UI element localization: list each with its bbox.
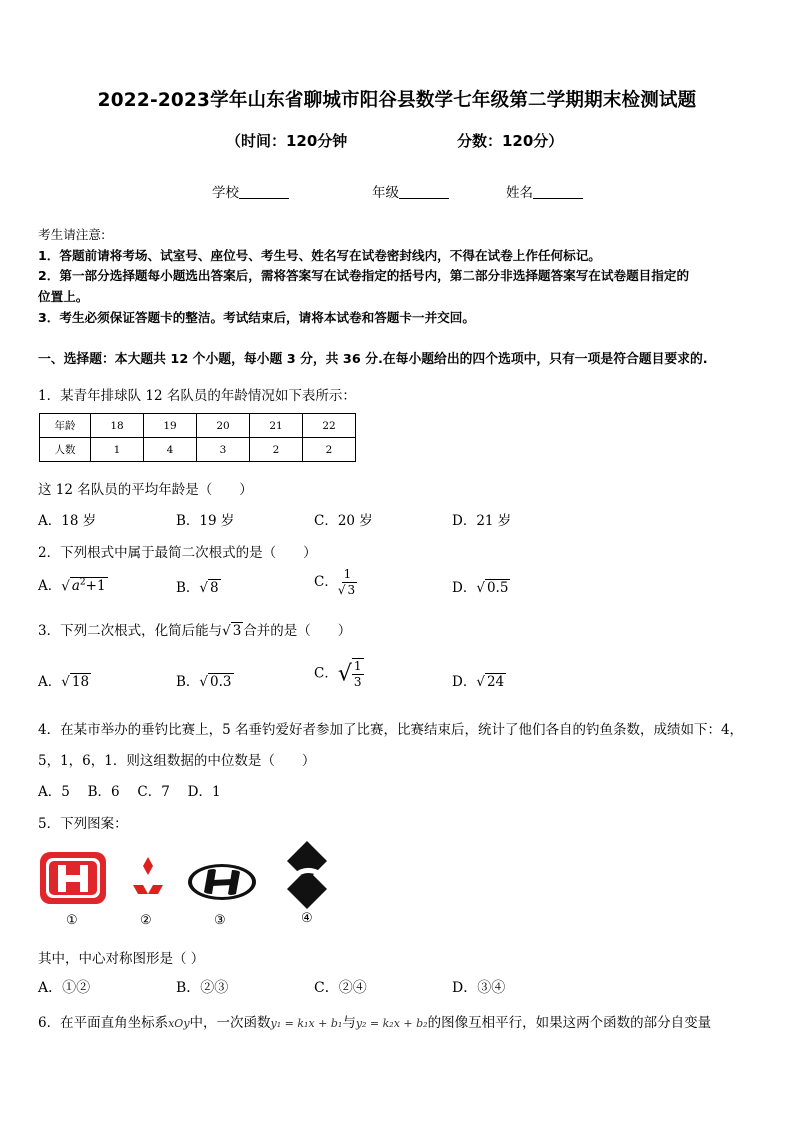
name-field — [506, 181, 583, 201]
q1-option-a: A．18 岁 — [38, 513, 97, 529]
age-cell: 18 — [91, 414, 144, 438]
logo-label-2: ② — [140, 913, 152, 928]
q4-line1: 4．在某市举办的垂钓比赛上，5 名垂钓爱好者参加了比赛，比赛结束后，统计了他们各自的钓鱼条数，成绩如下：4， — [38, 722, 744, 738]
q3-option-a: A．√ 18 — [38, 674, 90, 690]
q4-line2: 5，1，6，1．则这组数据的中位数是（ ） — [38, 753, 316, 769]
page-title: 2022-2023学年山东省聊城市阳谷县数学七年级第二学期期末检测试题 — [97, 90, 697, 111]
q1-question: 这 12 名队员的平均年龄是（ ） — [38, 482, 253, 498]
option-label: B． — [176, 674, 200, 690]
diamond-logo-icon — [282, 840, 332, 910]
name-label: 姓名 — [506, 185, 533, 201]
section-heading: 一、选择题：本大题共 12 个小题，每小题 3 分，共 36 分.在每小题给出的四个选项中，只有一项是符合题目要求的. — [38, 352, 708, 367]
option-label: C． — [314, 665, 338, 682]
option-label: D． — [452, 674, 477, 690]
q3-option-b: B．√ 0.3 — [176, 674, 232, 690]
notice-heading: 考生请注意: — [38, 227, 106, 242]
q1-stem: 1．某青年排球队 12 名队员的年龄情况如下表所示： — [38, 388, 356, 404]
option-label: A． — [38, 674, 62, 690]
notice-item-2: 2．第一部分选择题每小题选出答案后，需将答案写在试卷指定的括号内，第二部分非选择题答案写在试卷题目指定的 — [38, 268, 690, 283]
radicand: 0.3 — [210, 674, 232, 690]
q1-option-d: D．21 岁 — [452, 513, 512, 529]
q5-question: 其中，中心对称图形是（ ） — [38, 951, 205, 967]
notice-item-1: 1．答题前请将考场、试室号、座位号、考生号、姓名写在试卷密封线内，不得在试卷上作任何标记。 — [38, 248, 601, 263]
q6-function-1: y₁ = k₁x + b₁ — [270, 1017, 343, 1030]
age-row — [40, 414, 356, 438]
q3-option-d: D．√ 24 — [452, 674, 505, 690]
logo-label-3: ③ — [214, 913, 226, 928]
exam-time: （时间：120分钟 — [226, 132, 348, 150]
q5-option-c: C．②④ — [314, 980, 367, 996]
option-label: A． — [38, 578, 62, 594]
option-label: D． — [452, 580, 477, 596]
q6-post: 的图像互相平行，如果这两个函数的部分自变量 — [427, 1015, 712, 1031]
fraction — [352, 658, 364, 690]
q6-line — [38, 1011, 711, 1031]
notice-item-3: 3．考生必须保证答题卡的整洁。考试结束后，请将本试卷和答题卡一并交回。 — [38, 310, 475, 325]
count-row — [40, 438, 356, 462]
school-field — [212, 181, 289, 201]
logo-label-1: ① — [66, 913, 78, 928]
hyundai-logo-icon — [186, 862, 258, 902]
radicand: 24 — [486, 674, 505, 690]
grade-blank — [399, 184, 449, 199]
denominator: 3 — [353, 675, 362, 689]
q6-xoy: xOy — [168, 1017, 190, 1030]
grade-label: 年级 — [372, 185, 399, 201]
q2-option-c — [314, 567, 357, 598]
notice-item-2-cont: 位置上。 — [38, 289, 89, 304]
q5-stem: 5．下列图案： — [38, 816, 128, 832]
fraction: $\frac{1}{√ 3}$ — [337, 567, 356, 597]
radicand: 0.5 — [486, 580, 509, 596]
option-label: B． — [176, 580, 200, 596]
numerator: 1 — [343, 567, 352, 581]
exam-score: 分数：120分） — [457, 132, 564, 150]
count-cell: 1 — [91, 438, 144, 462]
age-cell: 19 — [144, 414, 197, 438]
q6-mid1: 中，一次函数 — [189, 1015, 271, 1031]
radicand: 3 — [232, 623, 242, 639]
logo-label-4: ④ — [301, 911, 313, 926]
age-cell: 20 — [197, 414, 250, 438]
count-row-label: 人数 — [40, 438, 91, 462]
age-cell: 21 — [250, 414, 303, 438]
q3-option-c: C．√ $\frac{1}{3}$ — [314, 659, 362, 689]
q2-stem: 2．下列根式中属于最简二次根式的是（ ） — [38, 545, 317, 561]
q2-option-d: D．√ 0.5 — [452, 580, 509, 596]
grade-field — [372, 181, 449, 201]
school-label: 学校 — [212, 185, 239, 201]
q5-option-b: B．②③ — [176, 980, 229, 996]
radicand: 18 — [71, 674, 90, 690]
count-cell: 2 — [303, 438, 356, 462]
q3-stem-post: 合并的是（ ） — [243, 623, 352, 639]
q5-option-a: A．①② — [38, 980, 91, 996]
var-a: a — [71, 578, 80, 594]
q3-stem-pre: 3．下列二次根式，化简后能与 — [38, 623, 223, 639]
age-cell: 22 — [303, 414, 356, 438]
q1-option-c: C．20 岁 — [314, 513, 373, 529]
count-cell: 2 — [250, 438, 303, 462]
mitsubishi-logo-icon — [126, 856, 170, 896]
q5-option-d: D．③④ — [452, 980, 506, 996]
name-blank — [533, 184, 583, 199]
count-cell: 3 — [197, 438, 250, 462]
q3-stem: 3．下列二次根式，化简后能与√ 3 合并的是（ ） — [38, 623, 352, 639]
radicand: 8 — [210, 580, 219, 596]
age-table — [39, 413, 356, 462]
radicand-tail: +1 — [85, 578, 106, 594]
q2-option-a: A．√ $a^2+1$ — [38, 577, 106, 594]
q4-options: A．5 B．6 C．7 D．1 — [38, 784, 221, 800]
radicand: 3 — [347, 583, 356, 597]
age-row-label: 年龄 — [40, 414, 91, 438]
q6-mid2: 与 — [342, 1015, 356, 1031]
honda-logo-icon — [38, 850, 108, 906]
q6-pre: 6．在平面直角坐标系 — [38, 1015, 169, 1031]
school-blank — [239, 184, 289, 199]
option-label: C． — [314, 574, 338, 590]
q2-option-b: B．√ 8 — [176, 580, 219, 596]
count-cell: 4 — [144, 438, 197, 462]
numerator: 1 — [353, 659, 362, 673]
q1-option-b: B．19 岁 — [176, 513, 235, 529]
exponent: 2 — [79, 577, 86, 588]
q6-function-2: y₂ = k₂x + b₂ — [355, 1017, 428, 1030]
